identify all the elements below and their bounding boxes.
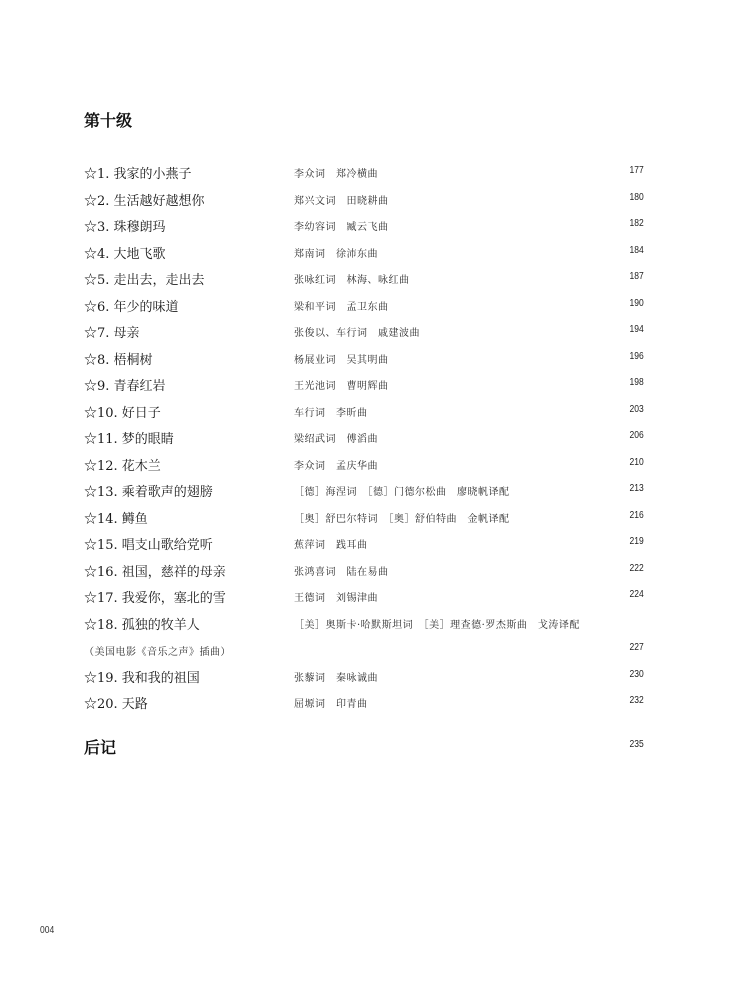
- song-credits: 张鸿喜词 陆在易曲: [294, 566, 389, 578]
- toc-row[interactable]: [84, 690, 644, 717]
- song-credits: 李众词 孟庆华曲: [294, 460, 378, 472]
- song-credits: ［美］奥斯卡·哈默斯坦词 ［美］理查德·罗杰斯曲 戈涛译配: [294, 619, 580, 631]
- toc-row[interactable]: [84, 425, 644, 452]
- song-title: ☆7. 母亲: [84, 326, 140, 341]
- toc-row[interactable]: [84, 584, 644, 611]
- page-number: 227: [629, 642, 644, 653]
- page-number: 187: [629, 271, 644, 282]
- page-number: 213: [629, 483, 644, 494]
- song-title: ☆15. 唱支山歌给党听: [84, 538, 213, 553]
- song-credits: 张藜词 秦咏诚曲: [294, 672, 378, 684]
- song-credits: 蕉萍词 践耳曲: [294, 540, 368, 551]
- song-credits: 李众词 郑冷横曲: [294, 169, 378, 180]
- page-number: 222: [629, 562, 644, 574]
- toc-row[interactable]: [84, 372, 644, 399]
- song-title: ☆18. 孤独的牧羊人: [84, 617, 200, 633]
- song-title: ☆20. 天路: [84, 697, 148, 712]
- song-title: ☆13. 乘着歌声的翅膀: [84, 485, 213, 500]
- song-credits: 郑南词 徐沛东曲: [294, 248, 378, 260]
- song-title: ☆8. 梧桐树: [84, 352, 153, 368]
- song-title: ☆4. 大地飞歌: [84, 246, 166, 262]
- page-number: 182: [629, 218, 644, 229]
- page-number: 177: [629, 165, 644, 176]
- toc-row[interactable]: [84, 664, 644, 691]
- page-number: 206: [629, 430, 644, 441]
- toc-row[interactable]: [84, 478, 644, 505]
- song-credits: 李幼容词 臧云飞曲: [294, 222, 389, 233]
- page-number: 210: [629, 456, 644, 468]
- song-title: ☆17. 我爱你，塞北的雪: [84, 591, 226, 606]
- toc-row[interactable]: [84, 266, 644, 293]
- song-credits: 张俊以、车行词 戚建波曲: [294, 328, 420, 339]
- song-credits: 张咏红词 林海、咏红曲: [294, 275, 410, 286]
- toc-list: [84, 160, 644, 717]
- toc-row[interactable]: [84, 293, 644, 320]
- toc-row[interactable]: [84, 346, 644, 373]
- toc-row[interactable]: [84, 213, 644, 240]
- page-number: 203: [629, 403, 644, 415]
- toc-row[interactable]: [84, 531, 644, 558]
- song-subtitle: （美国电影《音乐之声》插曲）: [84, 647, 231, 658]
- song-credits: 车行词 李昕曲: [294, 407, 368, 419]
- page-number: 219: [629, 536, 644, 547]
- song-credits: 梁和平词 孟卫东曲: [294, 301, 389, 313]
- song-title: ☆6. 年少的味道: [84, 299, 179, 315]
- toc-row[interactable]: [84, 187, 644, 214]
- song-credits: 王光池词 曹明辉曲: [294, 381, 389, 392]
- song-title: ☆9. 青春红岩: [84, 379, 166, 394]
- toc-subtitle-row[interactable]: [84, 637, 644, 664]
- toc-row[interactable]: [84, 505, 644, 532]
- page-number: 180: [629, 191, 644, 203]
- toc-row[interactable]: [84, 399, 644, 426]
- page-number: 230: [629, 668, 644, 680]
- song-title: ☆12. 花木兰: [84, 458, 161, 474]
- song-credits: 梁绍武词 傅滔曲: [294, 434, 378, 445]
- song-title: ☆16. 祖国，慈祥的母亲: [84, 564, 226, 580]
- section-title: 第十级: [84, 111, 133, 130]
- song-title: ☆19. 我和我的祖国: [84, 670, 200, 686]
- afterword-title[interactable]: 后记: [84, 738, 117, 757]
- page-number: 198: [629, 377, 644, 388]
- song-credits: 杨展业词 吴其明曲: [294, 354, 389, 366]
- toc-row[interactable]: [84, 611, 644, 638]
- song-title: ☆11. 梦的眼睛: [84, 432, 174, 447]
- page-number: 184: [629, 244, 644, 256]
- song-title: ☆3. 珠穆朗玛: [84, 220, 166, 235]
- song-title: ☆5. 走出去，走出去: [84, 273, 205, 288]
- toc-row[interactable]: [84, 319, 644, 346]
- song-credits: 屈塬词 印青曲: [294, 699, 368, 710]
- song-credits: 郑兴文词 田晓耕曲: [294, 195, 389, 207]
- page-number: 216: [629, 509, 644, 521]
- toc-row[interactable]: [84, 160, 644, 187]
- page-number: 224: [629, 589, 644, 600]
- song-title: ☆2. 生活越好越想你: [84, 193, 205, 209]
- page-number: 194: [629, 324, 644, 335]
- footer-page-number: 004: [40, 925, 55, 936]
- song-title: ☆10. 好日子: [84, 405, 161, 421]
- toc-row[interactable]: [84, 240, 644, 267]
- song-title: ☆14. 鳟鱼: [84, 511, 148, 527]
- song-credits: ［德］海涅词 ［德］门德尔松曲 廖晓帆译配: [294, 487, 510, 498]
- page-number: 232: [629, 695, 644, 706]
- afterword-page-number: 235: [629, 739, 644, 750]
- page-number: 190: [629, 297, 644, 309]
- song-title: ☆1. 我家的小燕子: [84, 167, 192, 182]
- song-credits: ［奥］舒巴尔特词 ［奥］舒伯特曲 金帆译配: [294, 513, 510, 525]
- song-credits: 王德词 刘锡津曲: [294, 593, 378, 604]
- toc-row[interactable]: [84, 558, 644, 585]
- page-number: 196: [629, 350, 644, 362]
- toc-row[interactable]: [84, 452, 644, 479]
